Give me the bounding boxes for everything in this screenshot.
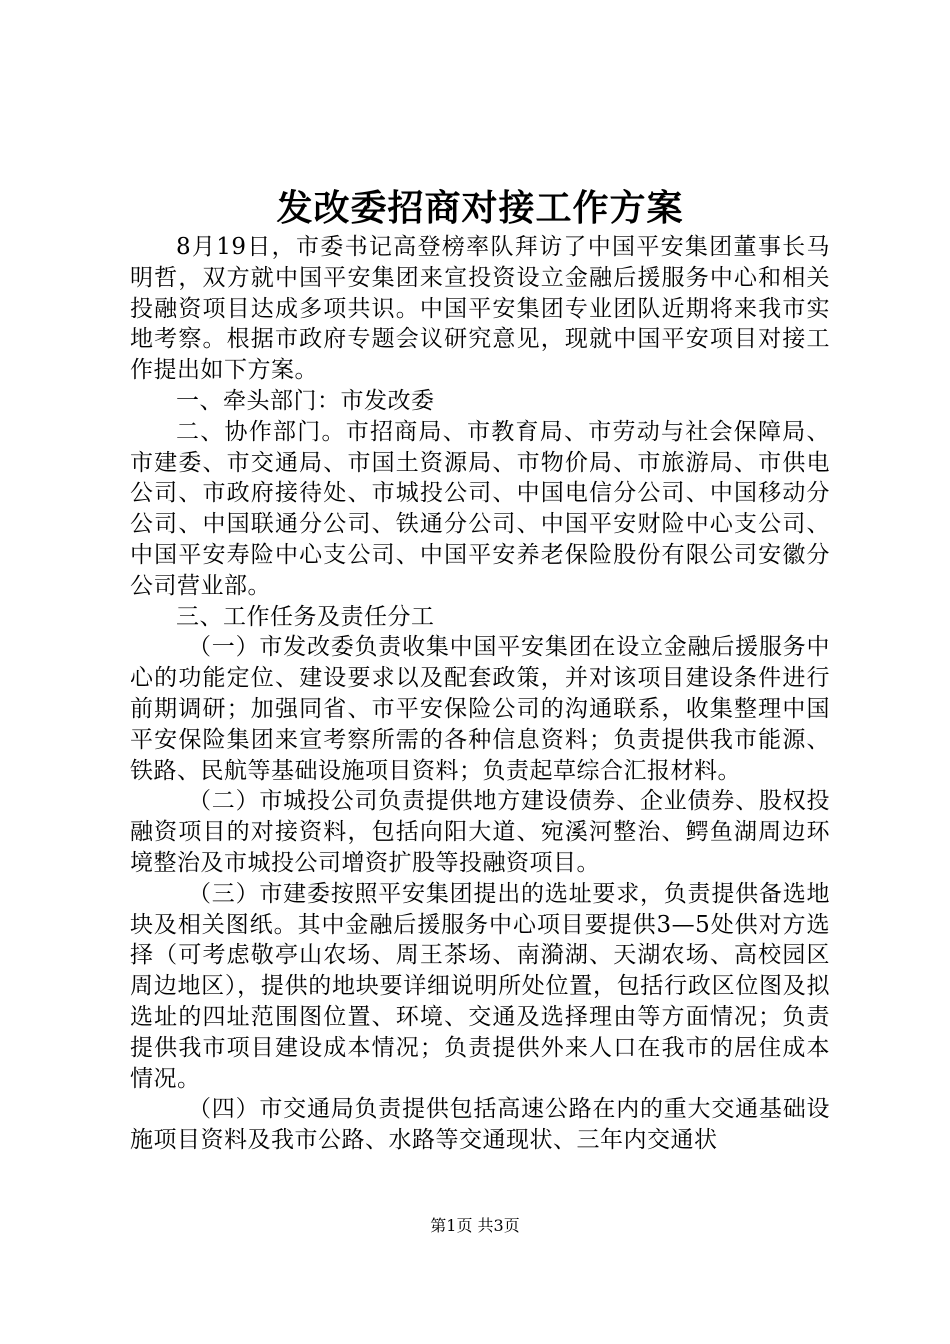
section-heading-tasks: 三、工作任务及责任分工 [176, 603, 435, 630]
document-title: 发改委招商对接工作方案 [276, 187, 684, 229]
paragraph-task-2: （二）市城投公司负责提供地方建设债券、企业债券、股权投融资项目的对接资料，包括向阳大道、宛溪河整治、鳄鱼湖周边环境整治及市城投公司增资扩股等投融资项目。 [130, 788, 830, 876]
paragraph-task-3: （三）市建委按照平安集团提出的选址要求，负责提供备选地块及相关图纸。其中金融后援服务中心项目要提供3—5处供对方选择（可考虑敬亭山农场、周王茶场、南漪湖、天湖农场、高校园区周边地区），提供的地块要详细说明所处位置，包括行政区位图及拟选址的四址范围图位置、环境、交通及选择理由等方面情况；负责提供我市项目建设成本情况；负责提供外来人口在我市的居住成本情况。 [130, 880, 830, 1092]
document-body [130, 232, 830, 1156]
paragraph-task-4: （四）市交通局负责提供包括高速公路在内的重大交通基础设施项目资料及我市公路、水路等交通现状、三年内交通状 [130, 1096, 830, 1154]
section-heading-lead-dept: 一、牵头部门：市发改委 [176, 387, 435, 414]
paragraph-intro: 8月19日，市委书记高登榜率队拜访了中国平安集团董事长马明哲，双方就中国平安集团来宣投资设立金融后援服务中心和相关投融资项目达成多项共识。中国平安集团专业团队近期将来我市实地考察。根据市政府专题会议研究意见，现就中国平安项目对接工作提出如下方案。 [130, 234, 830, 384]
paragraph-task-1: （一）市发改委负责收集中国平安集团在设立金融后援服务中心的功能定位、建设要求以及配套政策，并对该项目建设条件进行前期调研；加强同省、市平安保险公司的沟通联系，收集整理中国平安保险集团来宣考察所需的各种信息资料；负责提供我市能源、铁路、民航等基础设施项目资料；负责起草综合汇报材料。 [130, 634, 830, 784]
paragraph-cooperating-depts: 二、协作部门。市招商局、市教育局、市劳动与社会保障局、市建委、市交通局、市国土资源局、市物价局、市旅游局、市供电公司、市政府接待处、市城投公司、中国电信分公司、中国移动分公司、中国联通分公司、铁通分公司、中国平安财险中心支公司、中国平安寿险中心支公司、中国平安养老保险股份有限公司安徽分公司营业部。 [130, 418, 830, 599]
page-number-footer: 第1页 共3页 [430, 1216, 520, 1235]
